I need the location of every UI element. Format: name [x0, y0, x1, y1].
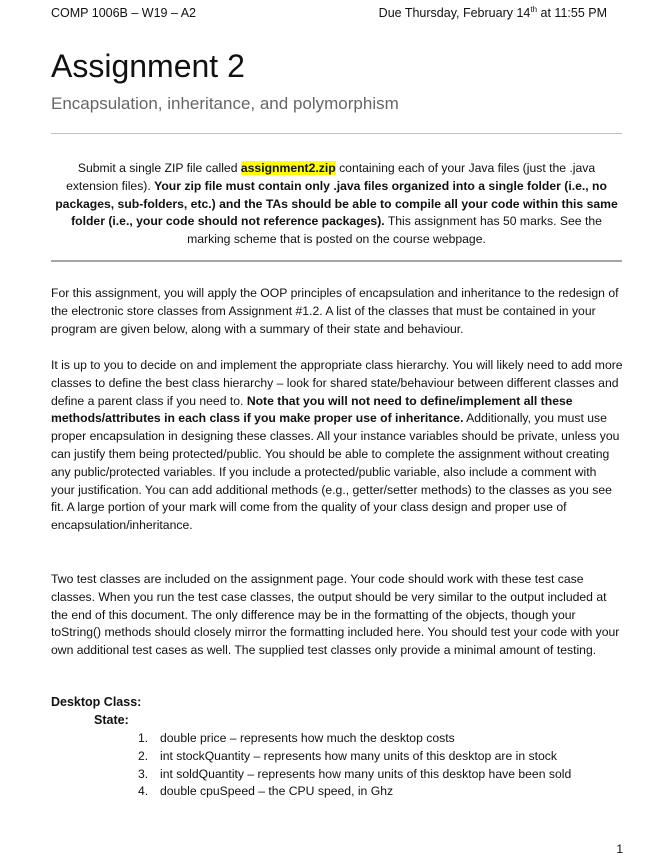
submit-text-3: This assignment has 50 marks. See the marking scheme that is posted on the course webpage.: [187, 214, 602, 247]
list-item-text: double cpuSpeed – the CPU speed, in Ghz: [160, 784, 394, 799]
course-code: COMP 1006B – W19 – A2: [51, 6, 196, 20]
document-title: Assignment 2: [51, 48, 245, 84]
due-date-prefix: Due Thursday, February 14: [378, 6, 531, 20]
hierarchy-text-1: It is up to you to decide on and implement the appropriate class hierarchy. You will likely need to add more classes to define the best class hierarchy – look for shared state/behaviour between different classes and define a parent class if you need to.: [51, 358, 623, 408]
desktop-class-heading: Desktop Class:: [51, 695, 142, 709]
title-divider: [51, 133, 622, 134]
test-classes-paragraph: Two test classes are included on the assignment page. Your code should work with these test case classes. When you run the test case classes, the output should be very similar to the output included at the end of this document. The only difference may be in the formatting of the objects, though your toString() methods should closely mirror the formatting included here. You should test your code with your own additional test cases as well. The supplied test classes only provide a minimal amount of testing.: [51, 572, 620, 658]
page-number: 1: [616, 842, 623, 856]
page-header: [51, 6, 607, 24]
submit-bold-requirement: Your zip file must contain only .java files organized into a single folder (i.e., no packages, sub-folders, etc.) and the TAs should be able to compile all your code within this same folder (i.e., your code should not reference packages).: [55, 178, 618, 229]
submit-text-2: containing each of your Java files (just the .java extension files).: [66, 161, 596, 193]
list-item: [138, 730, 571, 748]
list-item-number: 2.: [138, 748, 149, 763]
list-item-number: 3.: [138, 766, 149, 781]
desktop-state-list: [138, 730, 571, 801]
due-date-suffix-sup: th: [530, 4, 538, 14]
due-date-time: at 11:55 PM: [537, 6, 607, 20]
class-hierarchy-paragraph: [51, 357, 623, 535]
list-item: [138, 748, 571, 766]
list-item-number: 4.: [138, 784, 149, 799]
hierarchy-bold-note: Note that you will not need to define/implement all these methods/attributes in each class if you make proper use of inheritance.: [51, 393, 573, 426]
list-item-text: int stockQuantity – represents how many units of this desktop are in stock: [160, 748, 557, 763]
submission-instructions: [51, 160, 622, 249]
due-date: [379, 6, 607, 20]
list-item-text: int soldQuantity – represents how many units of this desktop have been sold: [160, 766, 572, 781]
list-item: [138, 766, 571, 784]
intro-paragraph: For this assignment, you will apply the OOP principles of encapsulation and inheritance to the redesign of the electronic store classes from Assignment #1.2. A list of the classes that must be contained in your program are given below, along with a summary of their state and behaviour.: [51, 286, 619, 336]
zip-filename-highlight: assignment2.zip: [240, 161, 336, 175]
submit-text-1: Submit a single ZIP file called: [77, 161, 241, 175]
instructions-divider: [51, 260, 622, 262]
list-item-number: 1.: [138, 731, 149, 745]
document-subtitle: Encapsulation, inheritance, and polymorphism: [51, 94, 399, 113]
desktop-state-label: State:: [94, 713, 129, 727]
list-item-text: double price – represents how much the desktop costs: [160, 731, 455, 745]
list-item: [138, 783, 571, 801]
hierarchy-text-2: Additionally, you must use proper encapsulation in designing these classes. All your instance variables should be private, unless you can justify them being protected/public. You should be able to complete the assignment without creating any public/protected variables. If you include a protected/public variable, also include a comment with your justification. You can add additional methods (e.g., getter/setter methods) to the classes as you see fit. A large portion of your mark will come from the quality of your class design and proper use of encapsulation/inheritance.: [51, 411, 620, 533]
